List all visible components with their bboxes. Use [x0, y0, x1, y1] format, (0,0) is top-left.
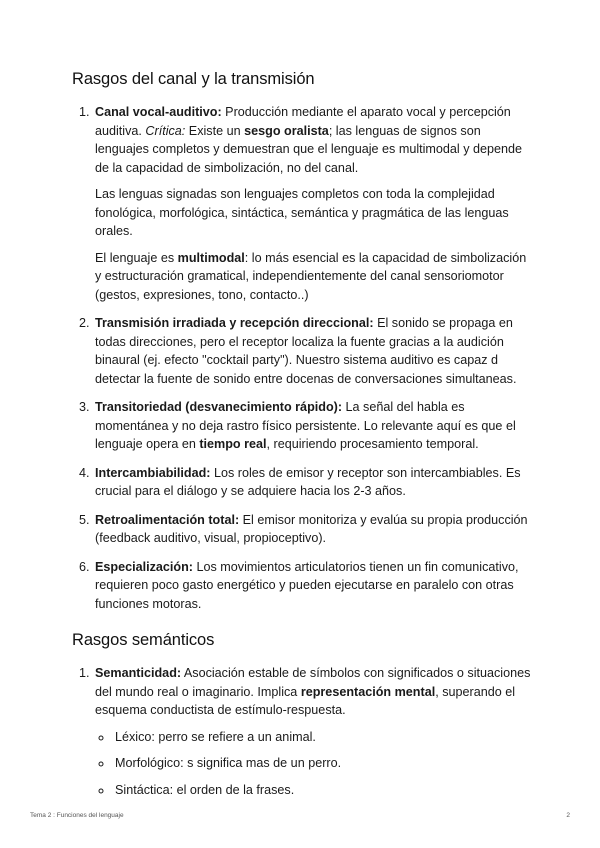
item-text: , requiriendo procesamiento temporal. — [266, 437, 479, 451]
emphasis-bold: multimodal — [177, 250, 245, 265]
list-item — [93, 314, 532, 388]
emphasis-bold: tiempo real — [199, 437, 267, 451]
emphasis-text: Crítica: — [145, 123, 186, 138]
bullet-item: ◦ Léxico: perro se refiere a un animal. — [113, 728, 532, 747]
item-text: El emisor monitoriza y evalúa su propia producción (feedback auditivo, visual, propioceptivo). — [95, 512, 528, 545]
footer-document-title: Tema 2 : Funciones del lenguaje — [30, 812, 124, 819]
list-item — [93, 664, 532, 799]
term-label: Canal vocal-auditivo: — [95, 105, 222, 119]
item-text: Asociación estable de símbolos con significados o situaciones del mundo real o imaginario. Implica — [95, 666, 531, 699]
item-text: Los roles de emisor y receptor son intercambiables. Es crucial para el diálogo y se adquiere hacia los 2-3 años. — [95, 465, 521, 498]
item-text: Los movimientos articulatorios tienen un fin comunicativo, requieren poco gasto energético y pueden ejecutarse en paralelo con otras funciones motoras. — [95, 559, 519, 611]
item-text: Producción mediante el aparato vocal y percepción auditiva. — [95, 105, 511, 138]
list-item — [93, 398, 532, 454]
item-text: El sonido se propaga en todas direcciones, pero el receptor localiza la fuente gracias a la audición binaural (ej. efecto "cocktail party"). Nuestro sistema auditivo es capaz d detectar la fuente de sonido entre docenas de conversaciones simultaneas. — [95, 316, 517, 386]
emphasis-bold: sesgo oralista — [244, 123, 329, 138]
term-label: Transmisión irradiada y recepción direccional: — [95, 316, 374, 330]
item-text: : lo más esencial es la capacidad de simbolización y estructuración gramatical, independientemente del canal sensoriomotor (gestos, expresiones, tono, contacto..) — [95, 250, 527, 302]
term-label: Semanticidad: — [95, 666, 182, 680]
list-item — [93, 464, 532, 501]
section-heading-canal: Rasgos del canal y la transmisión — [72, 70, 315, 88]
list-item — [93, 103, 532, 304]
item-text: , superando el esquema conductista de estímulo-respuesta. — [95, 684, 516, 717]
section-heading-semanticos: Rasgos semánticos — [72, 631, 215, 649]
item-text: ; las lenguas de signos son lenguajes completos y demuestran que el lenguaje es multimodal y depende de la capacidad de simbolización, no del canal. — [95, 123, 523, 175]
example-bullet-list — [95, 728, 532, 800]
bullet-item: ◦ Sintáctica: el orden de la frases. — [113, 781, 532, 800]
bullet-item: ◦ Morfológico: s significa mas de un perro. — [113, 754, 532, 773]
term-label: Especialización: — [95, 559, 193, 574]
emphasis-bold: representación mental — [300, 684, 436, 699]
footer-page-number: 2 — [566, 812, 570, 819]
term-label: Retroalimentación total: — [95, 512, 240, 527]
term-label: Transitoriedad (desvanecimiento rápido): — [95, 400, 343, 414]
item-text: Existe un — [185, 123, 245, 138]
sub-paragraph: Las lenguas signadas son lenguajes completos con toda la complejidad fonológica, morfológica, sintáctica, semántica y pragmática de las lenguas orales. — [95, 187, 509, 238]
semantic-features-list — [72, 664, 532, 799]
page-content — [72, 70, 532, 809]
item-text: El lenguaje es — [95, 250, 178, 265]
item-text: La señal del habla es momentánea y no deja rastro físico persistente. Lo relevante aquí es que el lenguaje opera en — [95, 400, 516, 451]
term-label: Intercambiabilidad: — [95, 465, 211, 480]
list-item — [93, 558, 532, 614]
list-item — [93, 511, 532, 548]
canal-features-list — [72, 103, 532, 613]
sub-paragraph — [95, 249, 532, 305]
